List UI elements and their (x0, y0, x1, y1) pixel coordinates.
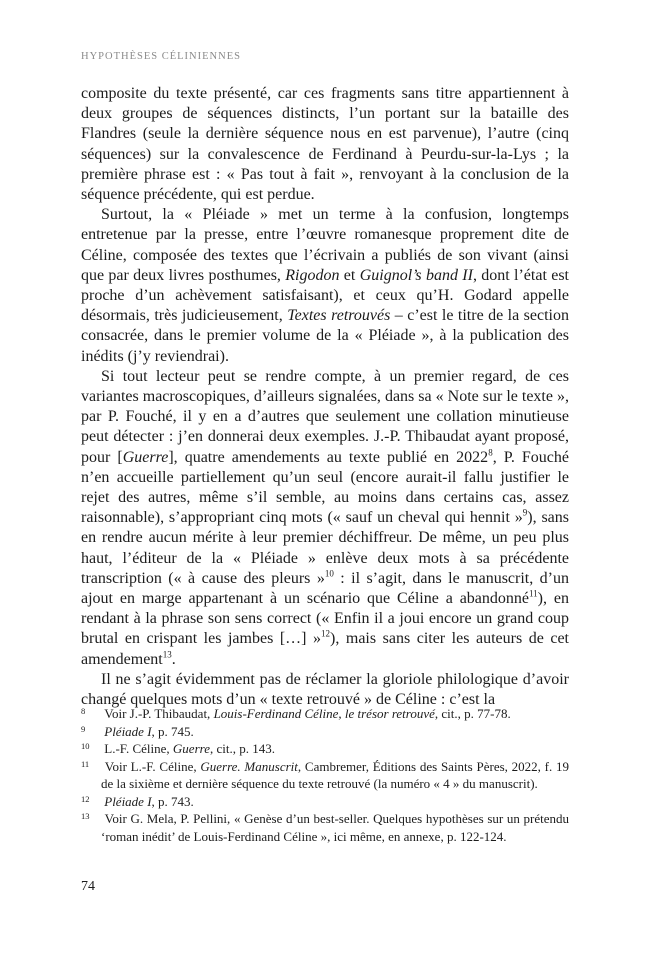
italic-text: Guerre (122, 448, 169, 466)
footnote-text (101, 759, 569, 792)
footnote (81, 758, 569, 793)
text-run: composite du texte présenté, car ces fragments sans titre appartiennent à deux groupes de séquences distincts, l’un portant sur la bataille des Flandres (seule la dernière séquence nous en est parvenue), l’autre (cinq séquences) sur la convalescence de Ferdinand à Peurdu-sur-la-Lys ; la première phrase est : « Pas tout à fait », renvoyant à la conclusion de la séquence précédente, qui est perdue. (81, 85, 569, 204)
footnote (81, 793, 569, 811)
text-run: ), en rendant à la phrase son sens correct (« Enfin il a joui encore un grand coup brutal en crispant les jambes […] » (81, 590, 569, 648)
footnote-ref: 10 (324, 568, 334, 579)
text-run: Voir J.-P. Thibaudat, (104, 706, 214, 721)
italic-text: Louis-Ferdinand Céline, le trésor retrouvé (213, 706, 435, 721)
footnote-ref: 13 (162, 649, 172, 660)
text-run: L.-F. Céline, (104, 741, 173, 756)
footnote-number: 11 (81, 758, 90, 769)
text-run: ], quatre amendements au texte publié en 2022 (168, 448, 489, 466)
footnote-ref: 9 (522, 507, 528, 518)
footnote-number: 8 (81, 706, 86, 716)
text-run: , cit., p. 77-78. (434, 706, 511, 721)
footnote-number: 13 (81, 811, 90, 821)
paragraph (81, 367, 569, 670)
footnote-number: 9 (81, 723, 86, 734)
footnote-text (101, 741, 275, 756)
text-run: , dont l’état est proche d’un achèvement satisfaisant), et ceux qu’H. Godard appelle désormais, très judicieusement, (81, 266, 570, 325)
text-run: , cit., p. 143. (209, 741, 275, 756)
text-run: Voir G. Mela, P. Pellini, « Genèse d’un best-seller. Quelques hypothèses sur un prétendu ‘roman inédit’ de Louis-Ferdinand Céline », ici même, en annexe, p. 122-124. (101, 811, 570, 844)
italic-text: Guerre. Manuscrit (200, 758, 298, 774)
paragraph (81, 205, 569, 367)
running-head: HYPOTHÈSES CÉLINIENNES (81, 51, 241, 62)
text-run: ), mais sans citer les auteurs de cet amendement (81, 630, 569, 668)
text-run: Si tout lecteur peut se rendre compte, à un premier regard, de ces variantes macroscopiques, d’ailleurs signalées, dans sa « Note sur le texte », par P. Fouché, il y en a d’autres que seulement une collation minutieuse peut détecter : j’en donnerai deux exemples. J.-P. Thibaudat ayant proposé, pour [ (81, 367, 569, 466)
footnote-text (101, 706, 511, 721)
footnote-ref: 11 (529, 588, 538, 599)
footnote-ref: 12 (321, 629, 331, 640)
text-run: ), sans en rendre aucun mérite à leur premier déchiffreur. De même, un peu plus haut, l’éditeur de la « Pléiade » enlève deux mots à sa précédente transcription (« à cause des pleurs » (81, 509, 570, 587)
text-run: Voir L.-F. Céline, (104, 758, 201, 774)
text-run: , p. 743. (151, 793, 194, 809)
footnote-number: 10 (81, 741, 90, 751)
footnote (81, 810, 569, 845)
footnote-text (101, 724, 194, 739)
footnote (81, 740, 569, 758)
text-run: , Cambremer, Éditions des Saints Pères, 2022, f. 19 de la sixième et dernière séquence du texte retrouvé (la numéro « 4 » du manuscrit). (101, 758, 570, 791)
footnote-ref: 8 (488, 447, 493, 458)
italic-text: Guerre (172, 741, 210, 756)
italic-text: Pléiade I (104, 723, 152, 739)
footnotes (81, 705, 569, 845)
text-run: , P. Fouché n’en accueille partiellement qu’un seul (encore aurait-il fallu justifier le rejet des autres, même s’il semble, au moins dans certains cas, assez raisonnable), s’appropriant cinq mots (« sauf un cheval qui hennit » (81, 448, 569, 527)
paragraph (81, 84, 569, 205)
footnote-number: 12 (81, 793, 90, 804)
text-run: . (171, 650, 176, 668)
text-run: et (339, 266, 360, 284)
footnote-text (101, 794, 194, 809)
footnote-text (101, 811, 569, 844)
text-run: Il ne s’agit évidemment pas de réclamer la gloriole philologique d’avoir changé quelques mots d’un « texte retrouvé » de Céline : c’est la (81, 670, 569, 709)
body-text (81, 84, 569, 710)
text-run: Surtout, la « Pléiade » met un terme à la confusion, longtemps entretenue par la presse, entre l’œuvre romanesque proprement dite de Céline, composée des textes que l’écrivain a publiés de son vivant (ainsi que par deux livres posthumes, (81, 206, 569, 284)
italic-text: Guignol’s band II (359, 266, 473, 284)
footnote (81, 705, 569, 723)
footnote (81, 723, 569, 741)
page-number: 74 (81, 879, 95, 894)
italic-text: Textes retrouvés (287, 307, 391, 325)
italic-text: Pléiade I (104, 793, 152, 809)
text-run: – c’est le titre de la section consacrée, dans le premier volume de la « Pléiade », à la publication des inédits (j’y reviendrai). (81, 307, 570, 365)
italic-text: Rigodon (285, 266, 340, 284)
text-run: , p. 745. (151, 723, 194, 739)
text-run: : il s’agit, dans le manuscrit, d’un ajout en marge appartenant à un scénario que Céline a abandonné (81, 569, 569, 608)
